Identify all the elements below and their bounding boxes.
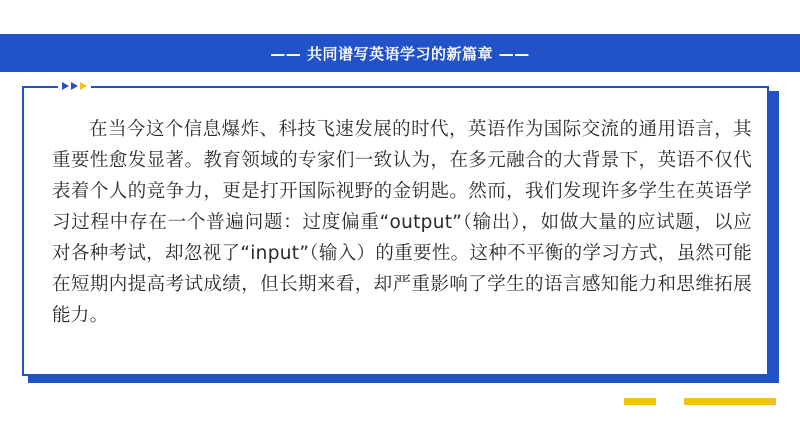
article-paragraph: 在当今这个信息爆炸、科技飞速发展的时代，英语作为国际交流的通用语言，其重要性愈发显著。教育领域的专家们一致认为，在多元融合的大背景下，英语不仅代表着个人的竞争力，更是打开国际视野的金钥匙。然而，我们发现许多学生在英语学习过程中存在一个普遍问题：过度偏重“output”（输出），如做大量的应试题，以应对各种考试，却忽视了“input”（输入）的重要性。这种不平衡的学习方式，虽然可能在短期内提高考试成绩，但长期来看，却严重影响了学生的语言感知能力和思维拓展能力。 [52,119,752,326]
triangle-decoration [58,80,91,92]
gold-bar-short [624,398,656,405]
triangle-icon [71,82,78,90]
header-banner [0,34,800,72]
triangle-icon [80,82,87,90]
triangle-icon [62,82,69,90]
gold-bar-long [684,398,776,405]
header-title: —— 共同谱写英语学习的新篇章 —— [270,44,530,63]
